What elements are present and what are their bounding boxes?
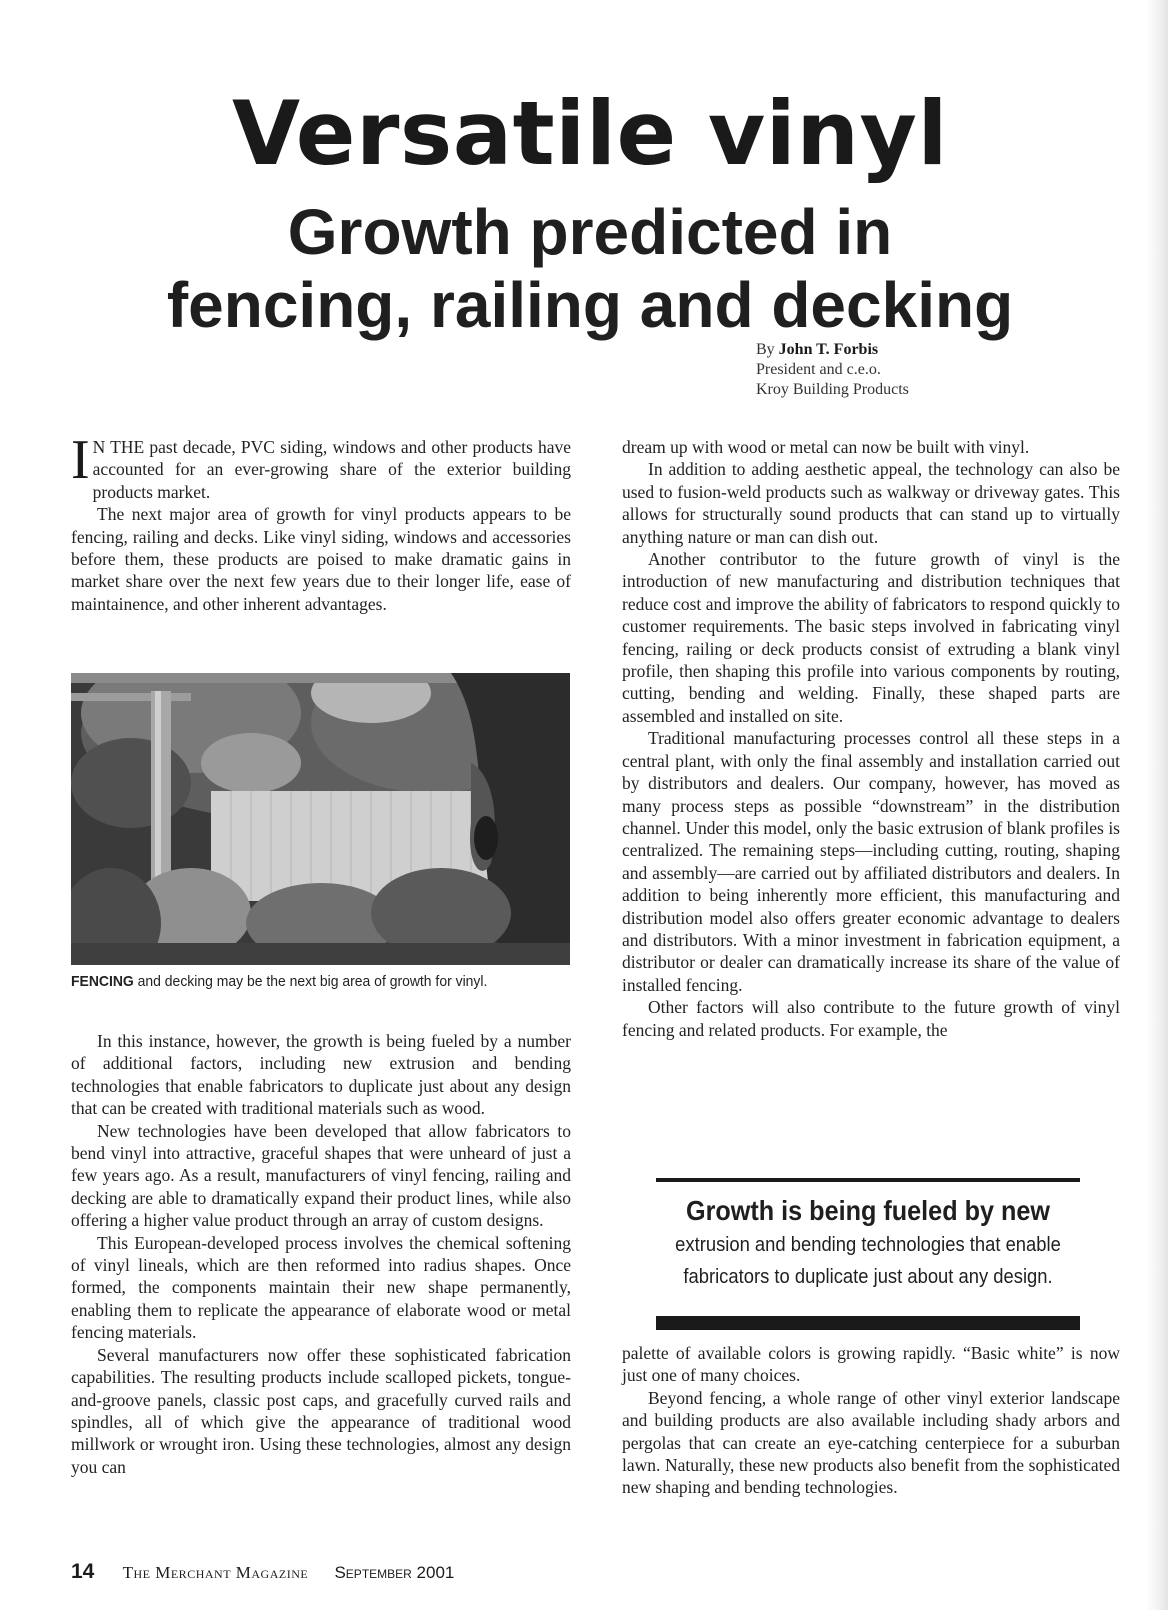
byline: [756, 340, 1086, 400]
pull-quote-line-2: extrusion and bending technologies that enable: [675, 1234, 1061, 1256]
pull-quote-top-rule: [656, 1178, 1080, 1182]
page-number: 14: [71, 1560, 95, 1583]
left-paragraph-2: New technologies have been developed that allow fabricators to bend vinyl into attractive, graceful shapes that were unheard of just a few years ago. As a result, manufacturers of vinyl fencing, railing and decking are able to dramatically expand their product lines, while also offering a higher value product through an array of custom designs.: [71, 1120, 571, 1231]
byline-role: President and c.e.o.: [756, 361, 881, 378]
pull-quote-bottom-rule: [656, 1316, 1080, 1330]
column-left-intro: [71, 429, 571, 615]
right-paragraph-2: In addition to adding aesthetic appeal, the technology can also be used to fusion-weld products such as walkway or driveway gates. This allows for structurally sound products that can stand up to virtually anything nature or man can dish out.: [622, 459, 1120, 547]
column-right-bottom: [622, 1342, 1120, 1499]
intro-paragraph-1: [71, 429, 571, 503]
pull-quote-line-1: Growth is being fueled by new: [685, 1195, 1051, 1226]
magazine-name: The Merchant Magazine: [122, 1563, 309, 1582]
right-paragraph-4: Traditional manufacturing processes control all these steps in a central plant, with only the final assembly and installation carried out by distributors and dealers. Our company, however, has moved as many process steps as possible “downstream” in the distribution channel. Under this model, only the basic extrusion of blank profiles is centralized. The remaining steps—including cutting, routing, shaping and assembly—are carried out by affiliated distributors and dealers. In addition to being inherently more efficient, this manufacturing and distribution model also offers greater economic advantage to dealers and distributors. With a minor investment in fabrication equipment, a distributor or dealer can dramatically increase its share of the value of installed fencing.: [622, 728, 1120, 995]
right-paragraph-3: Another contributor to the future growth of vinyl is the introduction of new manufacturing and distribution techniques that reduce cost and improve the ability of fabricators to respond quickly to customer requirements. The basic steps involved in fabricating vinyl fencing, railing or deck products consist of extruding a blank vinyl profile, then shaping this profile into various components by routing, cutting, bending and welding. Finally, these shaped parts are assembled and installed on site.: [622, 549, 1120, 726]
right-bottom-paragraph-2: Beyond fencing, a whole range of other vinyl exterior landscape and building products are also available including shady arbors and pergolas that can create an eye-catching centerpiece for a suburban lawn. Naturally, these new products also benefit from the sophisticated new shaping and bending technologies.: [622, 1387, 1120, 1498]
column-left-body: [71, 1030, 571, 1478]
subtitle-line-2: fencing, railing and decking: [166, 269, 1014, 341]
page-footer: [71, 1560, 454, 1585]
right-paragraph-5: Other factors will also contribute to the future growth of vinyl fencing and related products. For example, the: [622, 997, 1120, 1040]
intro-paragraph-1-text: N THE past decade, PVC siding, windows and other products have accounted for an ever-growing share of the exterior building products market.: [92, 437, 571, 502]
fencing-photo-illustration: [71, 673, 570, 965]
photo-caption: [71, 972, 555, 992]
right-paragraph-1: dream up with wood or metal can now be built with vinyl.: [622, 437, 1030, 457]
pull-quote: [656, 1178, 1080, 1330]
left-paragraph-4: Several manufacturers now offer these sophisticated fabrication capabilities. The resulting products include scalloped pickets, tongue-and-groove panels, classic post caps, and gracefully curved rails and spindles, all of which give the appearance of traditional wood millwork or wrought iron. Using these technologies, almost any design you can: [71, 1344, 571, 1477]
left-paragraph-1: In this instance, however, the growth is being fueled by a number of additional factors, including new extrusion and bending technologies that enable fabricators to duplicate just about any design that can be created with traditional materials such as wood.: [71, 1031, 571, 1119]
subtitle-line-1: Growth predicted in: [287, 196, 893, 268]
left-paragraph-3: This European-developed process involves the chemical softening of vinyl lineals, which are then reformed into radius shapes. Once formed, the components maintain their new shape permanently, enabling them to replicate the appearance of elaborate wood or metal fencing materials.: [71, 1232, 571, 1343]
article-subtitle: [0, 196, 1168, 342]
pull-quote-line-3: fabricators to duplicate just about any design.: [683, 1266, 1053, 1288]
column-right-top: [622, 436, 1120, 1041]
fencing-photo: [71, 673, 570, 965]
byline-company: Kroy Building Products: [756, 381, 909, 398]
byline-author: John T. Forbis: [778, 341, 879, 358]
issue-date: September 2001: [334, 1563, 455, 1582]
article-title: Versatile vinyl: [231, 82, 949, 185]
intro-paragraph-2: The next major area of growth for vinyl products appears to be fencing, railing and decks. Like vinyl siding, windows and accessories before them, these products are poised to make dramatic gains in market share over the next few years due to their longer life, ease of maintainence, and other inherent advantages.: [71, 504, 571, 614]
photo-caption-lead: FENCING: [71, 973, 134, 990]
drop-cap: I: [71, 429, 90, 491]
byline-author-line: [756, 340, 1086, 360]
photo-caption-text: and decking may be the next big area of growth for vinyl.: [133, 973, 488, 990]
right-bottom-paragraph-1: palette of available colors is growing rapidly. “Basic white” is now just one of many choices.: [622, 1343, 1120, 1386]
byline-prefix: By: [756, 341, 775, 358]
